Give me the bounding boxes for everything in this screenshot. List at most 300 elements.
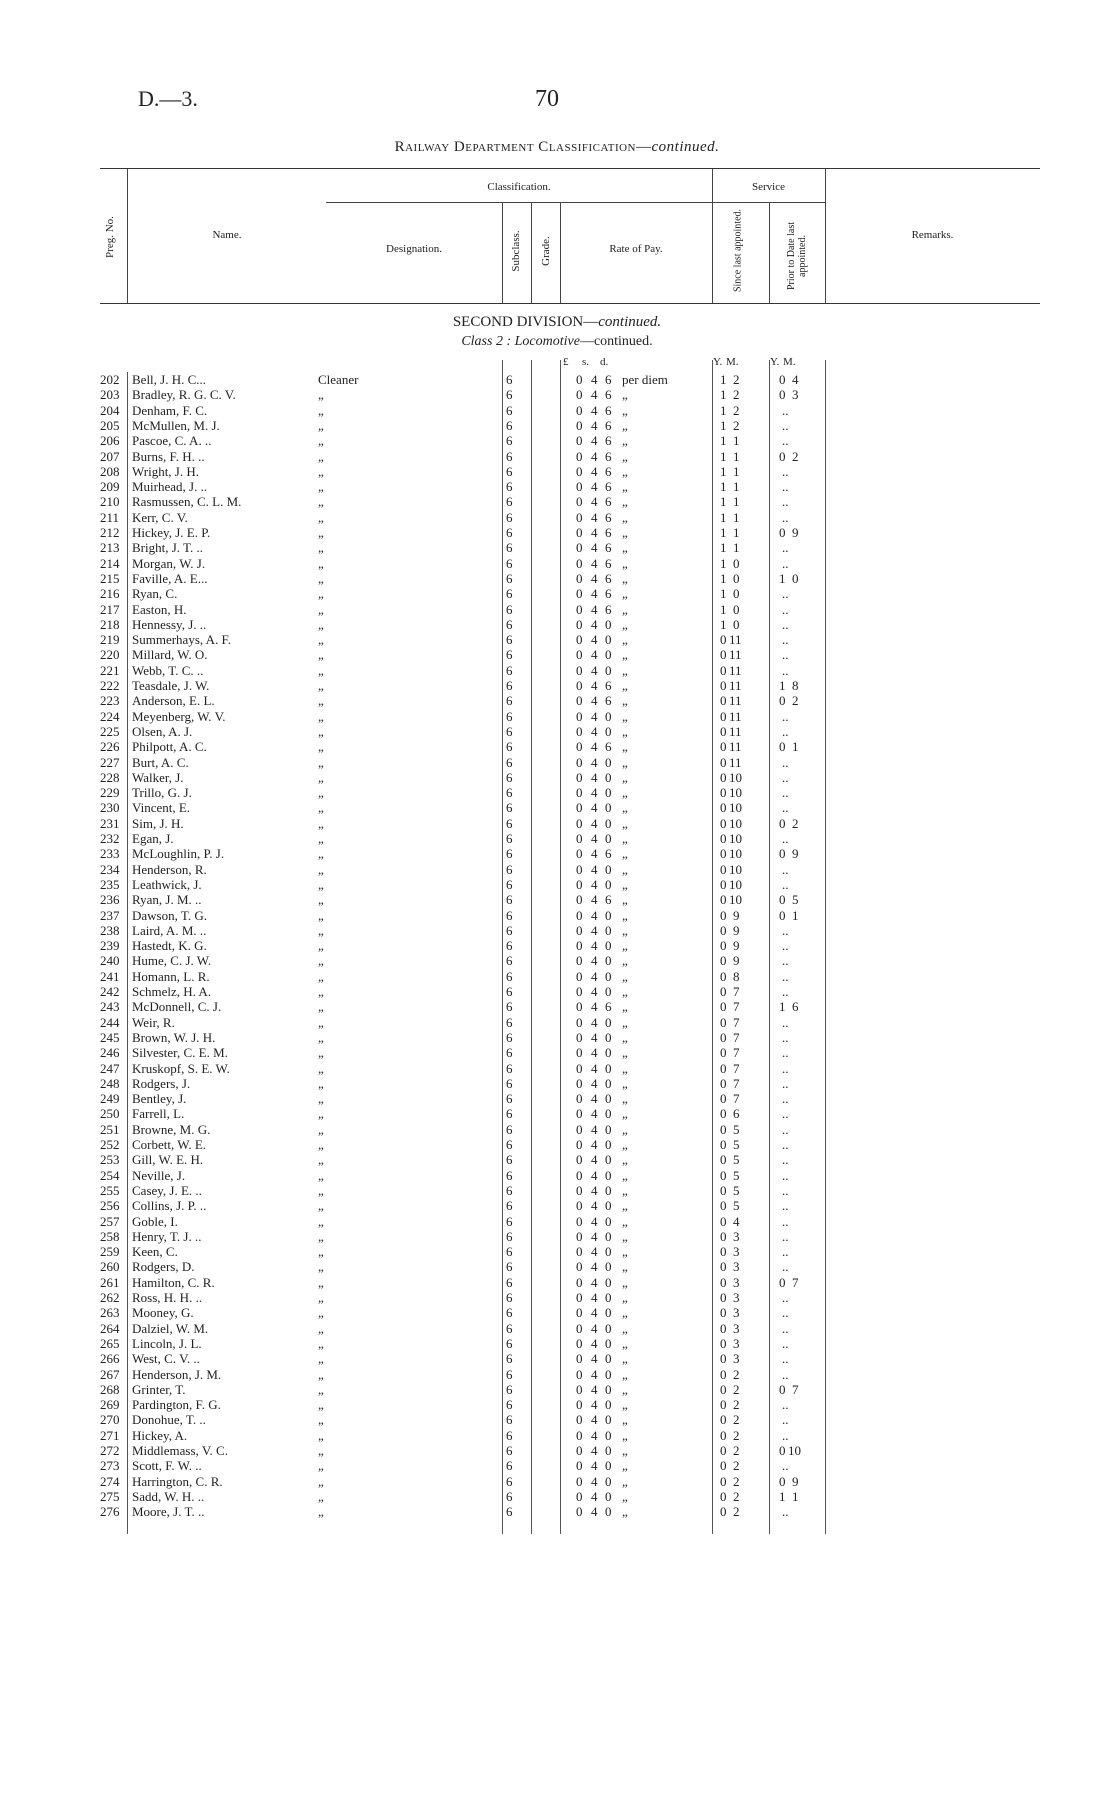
since-months: 1 [733, 525, 740, 540]
pay-period: „ [622, 586, 628, 602]
since-months: 9 [733, 907, 740, 923]
pay-pence: 6 [605, 509, 612, 525]
prior-years: 0 [779, 846, 786, 862]
since-years: 1 [720, 463, 727, 479]
unit-months: M. [726, 356, 739, 368]
designation: „ [318, 479, 324, 495]
employee-name: Egan, J. [132, 831, 174, 846]
employee-name: Dawson, T. G. [132, 907, 207, 923]
designation: „ [318, 968, 324, 984]
employee-name: Rasmussen, C. L. M. [132, 494, 242, 510]
since-years: 0 [720, 876, 727, 892]
prior-years: .. [782, 402, 789, 418]
table-row [0, 1015, 1114, 1030]
preg-no: 212 [100, 525, 120, 540]
since-months: 5 [733, 1121, 740, 1137]
designation: „ [318, 984, 324, 999]
table-row [0, 923, 1114, 938]
preg-no: 239 [100, 938, 120, 954]
pay-shillings: 4 [591, 1381, 598, 1397]
preg-no: 274 [100, 1473, 120, 1489]
employee-name: Hennessy, J. .. [132, 616, 207, 632]
prior-years: .. [782, 1290, 789, 1305]
pay-period: „ [622, 723, 628, 739]
pay-pounds: 0 [576, 372, 583, 387]
employee-name: Ryan, J. M. .. [132, 892, 202, 908]
preg-no: 204 [100, 402, 120, 418]
preg-no: 255 [100, 1182, 120, 1198]
since-years: 1 [720, 372, 727, 387]
subclass: 6 [506, 1504, 513, 1520]
employee-name: Collins, J. P. .. [132, 1198, 207, 1214]
designation: „ [318, 387, 324, 403]
employee-name: Philpott, A. C. [132, 739, 207, 755]
pay-pounds: 0 [576, 586, 583, 602]
table-row [0, 647, 1114, 662]
pay-pounds: 0 [576, 616, 583, 632]
pay-pounds: 0 [576, 1014, 583, 1030]
employee-name: Brown, W. J. H. [132, 1029, 216, 1045]
preg-no: 202 [100, 372, 120, 387]
pay-period: „ [622, 1045, 628, 1061]
pay-pence: 0 [605, 1106, 612, 1122]
pay-pence: 0 [605, 1259, 612, 1275]
pay-pence: 0 [605, 1244, 612, 1260]
prior-years: 0 [779, 1274, 786, 1290]
pay-shillings: 4 [591, 769, 598, 785]
pay-pence: 0 [605, 1366, 612, 1382]
pay-pounds: 0 [576, 723, 583, 739]
pay-shillings: 4 [591, 1045, 598, 1061]
designation: „ [318, 1106, 324, 1122]
pay-shillings: 4 [591, 463, 598, 479]
pay-pence: 0 [605, 632, 612, 648]
pay-pounds: 0 [576, 540, 583, 556]
prior-years: 0 [779, 448, 786, 464]
preg-no: 267 [100, 1366, 120, 1382]
employee-name: Hickey, A. [132, 1427, 188, 1443]
prior-years: .. [782, 1121, 789, 1137]
prior-years: .. [782, 1213, 789, 1229]
pay-shillings: 4 [591, 1060, 598, 1076]
pay-shillings: 4 [591, 1106, 598, 1122]
pay-shillings: 4 [591, 1213, 598, 1229]
table-row [0, 464, 1114, 479]
designation: „ [318, 754, 324, 770]
prior-years: .. [782, 1152, 789, 1168]
designation: „ [318, 1305, 324, 1321]
since-years: 0 [720, 1014, 727, 1030]
pay-shillings: 4 [591, 1366, 598, 1382]
pay-pence: 6 [605, 417, 612, 433]
pay-period: „ [622, 1259, 628, 1275]
since-months: 2 [733, 417, 740, 433]
pay-pounds: 0 [576, 1029, 583, 1045]
pay-pounds: 0 [576, 938, 583, 954]
pay-shillings: 4 [591, 417, 598, 433]
since-months: 0 [733, 555, 740, 571]
preg-no: 243 [100, 999, 120, 1015]
preg-no: 254 [100, 1167, 120, 1183]
header-service: Service [752, 181, 785, 193]
since-months: 11 [729, 632, 742, 648]
designation: „ [318, 586, 324, 602]
employee-name: Farrell, L. [132, 1106, 185, 1122]
subclass: 6 [506, 1091, 513, 1107]
table-row [0, 1244, 1114, 1259]
designation: „ [318, 693, 324, 709]
since-months: 11 [729, 708, 742, 724]
pay-pence: 6 [605, 402, 612, 418]
subclass: 6 [506, 907, 513, 923]
preg-no: 215 [100, 570, 120, 586]
table-row [0, 663, 1114, 678]
subclass: 6 [506, 1244, 513, 1260]
designation: „ [318, 1366, 324, 1382]
pay-shillings: 4 [591, 1244, 598, 1260]
pay-pounds: 0 [576, 1488, 583, 1504]
since-months: 1 [733, 479, 740, 495]
table-row [0, 479, 1114, 494]
since-months: 11 [729, 678, 742, 693]
table-row [0, 1412, 1114, 1427]
pay-period: „ [622, 387, 628, 403]
pay-pence: 6 [605, 372, 612, 387]
since-years: 0 [720, 785, 727, 801]
pay-pence: 0 [605, 1213, 612, 1229]
designation: „ [318, 433, 324, 449]
since-months: 11 [729, 693, 742, 709]
since-years: 0 [720, 754, 727, 770]
pay-period: „ [622, 785, 628, 801]
designation: „ [318, 907, 324, 923]
designation: „ [318, 953, 324, 969]
pay-shillings: 4 [591, 1351, 598, 1367]
subclass: 6 [506, 555, 513, 571]
since-months: 2 [733, 1488, 740, 1504]
preg-no: 208 [100, 463, 120, 479]
pay-pence: 0 [605, 1228, 612, 1244]
pay-pounds: 0 [576, 846, 583, 862]
prior-years: .. [782, 479, 789, 495]
table-row [0, 1183, 1114, 1198]
pay-pence: 0 [605, 1381, 612, 1397]
preg-no: 240 [100, 953, 120, 969]
pay-pounds: 0 [576, 463, 583, 479]
since-months: 7 [733, 1045, 740, 1061]
designation: „ [318, 402, 324, 418]
since-years: 0 [720, 1274, 727, 1290]
employee-name: Hume, C. J. W. [132, 953, 212, 969]
subclass: 6 [506, 984, 513, 999]
preg-no: 276 [100, 1504, 120, 1520]
pay-shillings: 4 [591, 479, 598, 495]
pay-pounds: 0 [576, 647, 583, 663]
prior-years: .. [782, 1029, 789, 1045]
since-months: 10 [729, 769, 742, 785]
designation: „ [318, 892, 324, 908]
employee-name: Goble, I. [132, 1213, 178, 1229]
pay-pence: 0 [605, 1091, 612, 1107]
pay-pence: 0 [605, 1121, 612, 1137]
subclass: 6 [506, 754, 513, 770]
subclass: 6 [506, 1014, 513, 1030]
pay-pence: 0 [605, 616, 612, 632]
subclass: 6 [506, 448, 513, 464]
prior-years: .. [782, 754, 789, 770]
unit-years: Y. [713, 356, 723, 368]
prior-years: .. [782, 1060, 789, 1076]
pay-pounds: 0 [576, 1320, 583, 1336]
pay-pence: 6 [605, 479, 612, 495]
prior-months: 3 [792, 387, 799, 403]
pay-pence: 6 [605, 448, 612, 464]
preg-no: 247 [100, 1060, 120, 1076]
pay-shillings: 4 [591, 525, 598, 540]
preg-no: 222 [100, 678, 120, 693]
table-row [0, 1382, 1114, 1397]
table-row [0, 678, 1114, 693]
since-months: 2 [733, 1427, 740, 1443]
employee-name: Olsen, A. J. [132, 723, 193, 739]
since-months: 10 [729, 892, 742, 908]
since-months: 11 [729, 739, 742, 755]
table-row [0, 1045, 1114, 1060]
since-years: 0 [720, 1045, 727, 1061]
prior-years: .. [782, 1091, 789, 1107]
pay-pence: 0 [605, 647, 612, 663]
subclass: 6 [506, 1152, 513, 1168]
pay-period: „ [622, 708, 628, 724]
since-years: 0 [720, 907, 727, 923]
since-years: 1 [720, 509, 727, 525]
prior-years: 1 [779, 570, 786, 586]
subclass: 6 [506, 1045, 513, 1061]
designation: „ [318, 1228, 324, 1244]
pay-shillings: 4 [591, 876, 598, 892]
prior-years: .. [782, 632, 789, 648]
prior-years: .. [782, 876, 789, 892]
pay-period: „ [622, 1198, 628, 1214]
header-rate-of-pay: Rate of Pay. [609, 243, 663, 255]
designation: „ [318, 1182, 324, 1198]
designation: „ [318, 723, 324, 739]
pay-shillings: 4 [591, 846, 598, 862]
since-years: 0 [720, 1137, 727, 1152]
since-years: 1 [720, 433, 727, 449]
pay-pounds: 0 [576, 1121, 583, 1137]
prior-months: 8 [792, 678, 799, 693]
prior-years: 1 [779, 999, 786, 1015]
subclass: 6 [506, 1167, 513, 1183]
pay-pounds: 0 [576, 1473, 583, 1489]
preg-no: 272 [100, 1443, 120, 1458]
pay-pounds: 0 [576, 1305, 583, 1321]
pay-shillings: 4 [591, 1397, 598, 1413]
subclass: 6 [506, 892, 513, 908]
since-months: 4 [733, 1213, 740, 1229]
prior-months: 7 [792, 1274, 799, 1290]
prior-years: .. [782, 938, 789, 954]
preg-no: 244 [100, 1014, 120, 1030]
since-months: 9 [733, 922, 740, 938]
since-months: 3 [733, 1320, 740, 1336]
since-years: 0 [720, 1060, 727, 1076]
pay-pounds: 0 [576, 1152, 583, 1168]
since-years: 0 [720, 1213, 727, 1229]
unit-shillings: s. [582, 356, 590, 368]
prior-years: .. [782, 647, 789, 663]
since-months: 2 [733, 372, 740, 387]
pay-shillings: 4 [591, 1335, 598, 1351]
prior-years: 1 [779, 678, 786, 693]
since-months: 7 [733, 984, 740, 999]
since-years: 0 [720, 693, 727, 709]
since-months: 7 [733, 999, 740, 1015]
since-months: 1 [733, 509, 740, 525]
preg-no: 211 [100, 509, 120, 525]
preg-no: 261 [100, 1274, 120, 1290]
subclass: 6 [506, 1335, 513, 1351]
pay-shillings: 4 [591, 402, 598, 418]
employee-name: Hastedt, K. G. [132, 938, 207, 954]
employee-name: Hickey, J. E. P. [132, 525, 211, 540]
pay-pence: 0 [605, 1274, 612, 1290]
pay-pounds: 0 [576, 1198, 583, 1214]
employee-name: Denham, F. C. [132, 402, 208, 418]
pay-period: „ [622, 601, 628, 617]
designation: „ [318, 800, 324, 816]
since-months: 7 [733, 1091, 740, 1107]
table-row [0, 862, 1114, 877]
pay-pounds: 0 [576, 662, 583, 678]
prior-years: .. [782, 586, 789, 602]
pay-shillings: 4 [591, 1075, 598, 1091]
since-years: 0 [720, 1198, 727, 1214]
pay-pounds: 0 [576, 433, 583, 449]
pay-pence: 0 [605, 907, 612, 923]
pay-pounds: 0 [576, 1075, 583, 1091]
pay-shillings: 4 [591, 800, 598, 816]
preg-no: 249 [100, 1091, 120, 1107]
pay-shillings: 4 [591, 448, 598, 464]
prior-years: .. [782, 1167, 789, 1183]
subclass: 6 [506, 1381, 513, 1397]
subclass: 6 [506, 586, 513, 602]
employee-name: McDonnell, C. J. [132, 999, 222, 1015]
pay-period: „ [622, 616, 628, 632]
prior-months: 4 [792, 372, 799, 387]
since-years: 0 [720, 846, 727, 862]
pay-period: „ [622, 968, 628, 984]
employee-name: Laird, A. M. .. [132, 922, 207, 938]
preg-no: 260 [100, 1259, 120, 1275]
since-months: 10 [729, 815, 742, 831]
since-months: 11 [729, 723, 742, 739]
since-months: 8 [733, 968, 740, 984]
pay-period: „ [622, 876, 628, 892]
since-years: 1 [720, 601, 727, 617]
prior-years: .. [782, 785, 789, 801]
pay-period: „ [622, 999, 628, 1015]
pay-period: „ [622, 1366, 628, 1382]
designation: „ [318, 1244, 324, 1260]
pay-pence: 0 [605, 1488, 612, 1504]
pay-shillings: 4 [591, 1014, 598, 1030]
pay-period: „ [622, 1427, 628, 1443]
header-preg-no: Preg. No. [104, 216, 116, 258]
table-row [0, 1336, 1114, 1351]
pay-pounds: 0 [576, 739, 583, 755]
subclass: 6 [506, 1106, 513, 1122]
pay-pounds: 0 [576, 1443, 583, 1458]
since-months: 2 [733, 402, 740, 418]
pay-period: „ [622, 662, 628, 678]
pay-period: „ [622, 448, 628, 464]
pay-pence: 6 [605, 463, 612, 479]
since-months: 0 [733, 586, 740, 602]
prior-years: 0 [779, 907, 786, 923]
designation: „ [318, 1504, 324, 1520]
subclass: 6 [506, 1182, 513, 1198]
prior-years: .. [782, 831, 789, 846]
prior-months: 2 [792, 693, 799, 709]
pay-shillings: 4 [591, 708, 598, 724]
pay-pence: 6 [605, 525, 612, 540]
employee-name: Walker, J. [132, 769, 184, 785]
pay-period: „ [622, 1504, 628, 1520]
since-years: 1 [720, 555, 727, 571]
employee-name: Schmelz, H. A. [132, 984, 212, 999]
since-months: 3 [733, 1290, 740, 1305]
since-years: 0 [720, 1182, 727, 1198]
since-years: 1 [720, 586, 727, 602]
since-months: 2 [733, 1397, 740, 1413]
designation: „ [318, 1091, 324, 1107]
designation: „ [318, 570, 324, 586]
prior-months: 10 [788, 1443, 801, 1458]
pay-pounds: 0 [576, 1504, 583, 1520]
pay-pence: 0 [605, 1320, 612, 1336]
pay-pounds: 0 [576, 601, 583, 617]
pay-period: „ [622, 1274, 628, 1290]
pay-pounds: 0 [576, 876, 583, 892]
unit-years-prior: Y. [770, 356, 780, 368]
employee-name: Mooney, G. [132, 1305, 194, 1321]
prior-years: .. [782, 1305, 789, 1321]
since-years: 1 [720, 570, 727, 586]
pay-period: „ [622, 1182, 628, 1198]
subclass: 6 [506, 876, 513, 892]
table-row [0, 1214, 1114, 1229]
since-years: 0 [720, 831, 727, 846]
table-row [0, 1076, 1114, 1091]
since-years: 0 [720, 1106, 727, 1122]
since-years: 0 [720, 1443, 727, 1458]
since-months: 10 [729, 831, 742, 846]
since-years: 0 [720, 1305, 727, 1321]
pay-pence: 0 [605, 953, 612, 969]
since-months: 10 [729, 800, 742, 816]
subclass: 6 [506, 1473, 513, 1489]
since-months: 2 [733, 387, 740, 403]
table-row [0, 571, 1114, 586]
pay-period: „ [622, 1443, 628, 1458]
designation: „ [318, 1075, 324, 1091]
table-row [0, 617, 1114, 632]
designation: „ [318, 678, 324, 693]
pay-period: „ [622, 953, 628, 969]
